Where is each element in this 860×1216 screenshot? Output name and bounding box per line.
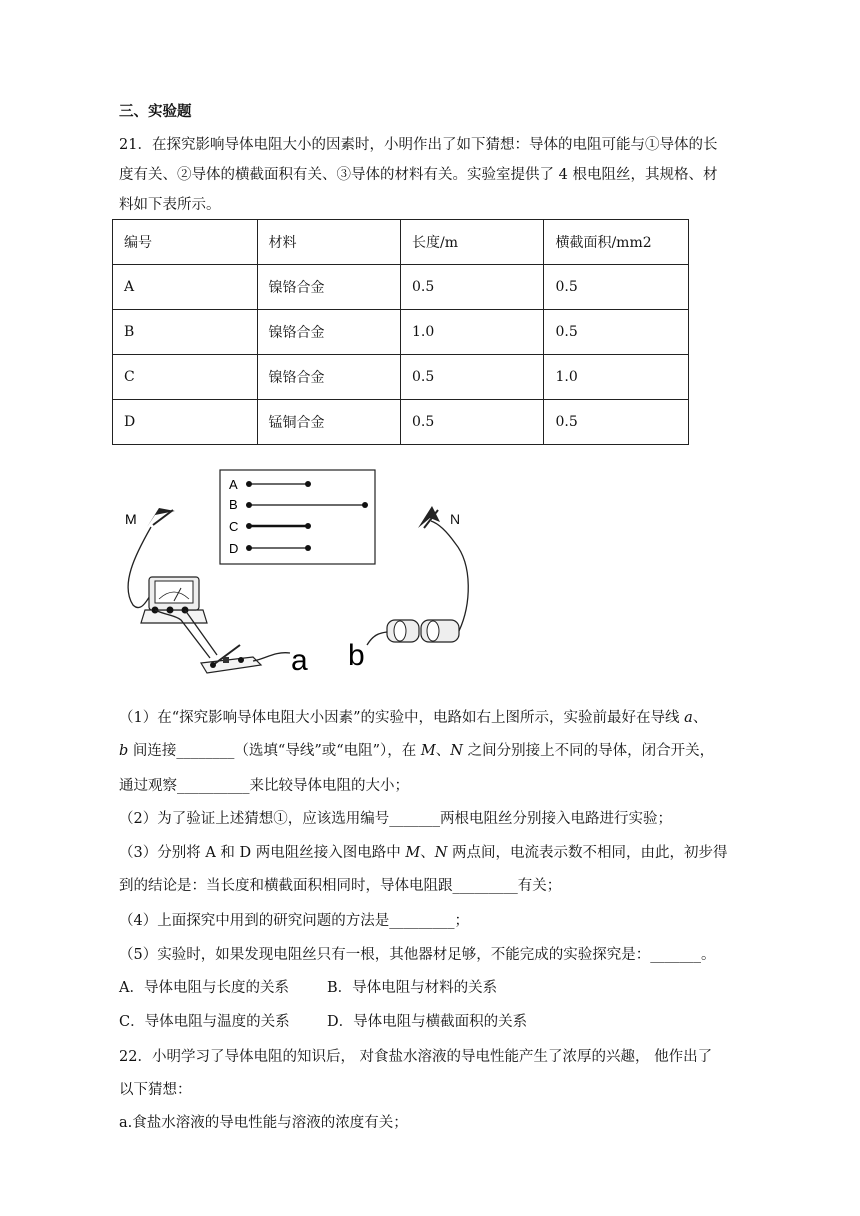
table-cell: 0.5 bbox=[400, 355, 543, 400]
q21-part1-line3: 通过观察__________来比较导体电阻的大小； bbox=[119, 778, 409, 794]
table-cell: 镍铬合金 bbox=[257, 265, 400, 310]
q21-part5: （5）实验时，如果发现电阻丝只有一根，其他器材足够，不能完成的实验探究是：_______。 bbox=[119, 947, 716, 963]
table-cell: 0.5 bbox=[544, 310, 689, 355]
text: 两点间，电流表示数不相同，由此，初步得 bbox=[447, 845, 728, 861]
switch-icon bbox=[201, 645, 261, 673]
wire-label-a: A bbox=[229, 477, 238, 492]
text: （1）在“探究影响导体电阻大小因素”的实验中，电路如右上图所示，实验前最好在导线 bbox=[119, 710, 685, 726]
table-row bbox=[113, 265, 689, 310]
q22-line-1: 22．小明学习了导体电阻的知识后， 对食盐水溶液的导电性能产生了浓厚的兴趣， 他作出了 bbox=[119, 1049, 713, 1065]
var-a: a bbox=[684, 710, 693, 726]
wire-label-d: D bbox=[229, 541, 239, 556]
wire-d bbox=[246, 545, 311, 551]
table-header-cell: 编号 bbox=[113, 220, 258, 265]
var-m: M bbox=[420, 743, 436, 759]
table-cell: 1.0 bbox=[544, 355, 689, 400]
table-cell: D bbox=[113, 400, 258, 445]
var-m: M bbox=[405, 845, 421, 861]
table-header-cell: 长度/m bbox=[400, 220, 543, 265]
table-cell: 1.0 bbox=[400, 310, 543, 355]
q21-part2: （2）为了验证上述猜想①，应该选用编号_______两根电阻丝分别接入电路进行实验； bbox=[119, 811, 672, 827]
wire-b bbox=[246, 502, 368, 508]
q21-part1-line1 bbox=[119, 706, 707, 727]
table-row bbox=[113, 310, 689, 355]
table-row bbox=[113, 355, 689, 400]
table-header-row bbox=[113, 220, 689, 265]
q21-part1-line2 bbox=[119, 739, 714, 760]
var-n: N bbox=[450, 743, 463, 759]
table-cell: 0.5 bbox=[544, 400, 689, 445]
q21-option-d: D．导体电阻与横截面积的关系 bbox=[327, 1014, 528, 1030]
text: 、 bbox=[420, 845, 435, 861]
wire-c bbox=[246, 523, 311, 529]
text: （3）分别将 A 和 D 两电阻丝接入图电路中 bbox=[119, 845, 406, 861]
table-cell: 0.5 bbox=[400, 265, 543, 310]
q21-option-c: C．导体电阻与温度的关系 bbox=[119, 1014, 290, 1030]
table-header-cell: 横截面积/mm2 bbox=[544, 220, 689, 265]
q21-intro-line-3: 料如下表所示。 bbox=[119, 197, 221, 213]
q22-line-2: 以下猜想： bbox=[119, 1082, 192, 1098]
table-cell: 0.5 bbox=[400, 400, 543, 445]
wire-b-end bbox=[367, 632, 387, 645]
wire-spec-table bbox=[112, 219, 689, 445]
q21-option-b: B．导体电阻与材料的关系 bbox=[327, 980, 498, 996]
text: 之间分别接上不同的导体，闭合开关， bbox=[462, 743, 715, 759]
text: 、 bbox=[435, 743, 451, 759]
q22-guess-a: a.食盐水溶液的导电性能与溶液的浓度有关； bbox=[119, 1115, 408, 1131]
battery-icon bbox=[387, 620, 459, 642]
wire-a bbox=[246, 481, 311, 487]
table-cell: A bbox=[113, 265, 258, 310]
section-title: 三、实验题 bbox=[119, 104, 192, 120]
clip-n-icon bbox=[410, 500, 470, 540]
table-cell: 镍铬合金 bbox=[257, 310, 400, 355]
wire-label-c: C bbox=[229, 519, 239, 534]
table-header-cell: 材料 bbox=[257, 220, 400, 265]
table-row bbox=[113, 400, 689, 445]
q21-option-a: A．导体电阻与长度的关系 bbox=[119, 980, 289, 996]
text: 、 bbox=[692, 710, 708, 726]
var-n: N bbox=[434, 845, 448, 861]
q21-part4: （4）上面探究中用到的研究问题的方法是_________； bbox=[119, 913, 469, 929]
table-cell: B bbox=[113, 310, 258, 355]
label-a: a bbox=[291, 644, 308, 677]
clip-m-icon bbox=[147, 508, 175, 527]
q21-part3-line2: 到的结论是：当长度和横截面积相同时，导体电阻跟_________有关； bbox=[119, 878, 562, 894]
label-m: M bbox=[125, 511, 137, 527]
text: 间连接________（选填“导线”或“电阻”），在 bbox=[128, 743, 421, 759]
label-n: N bbox=[450, 511, 461, 527]
wire-label-b: B bbox=[229, 497, 238, 512]
q21-intro-line-2: 度有关、②导体的横截面积有关、③导体的材料有关。实验室提供了 4 根电阻丝，其规格、材 bbox=[119, 167, 718, 183]
label-b: b bbox=[348, 639, 365, 672]
var-b: b bbox=[119, 743, 129, 759]
circuit-figure bbox=[115, 465, 475, 680]
q21-part3-line1 bbox=[119, 841, 728, 862]
table-cell: 0.5 bbox=[544, 265, 689, 310]
wire-a-end bbox=[253, 653, 290, 661]
table-cell: 镍铬合金 bbox=[257, 355, 400, 400]
table-cell: 锰铜合金 bbox=[257, 400, 400, 445]
table-cell: C bbox=[113, 355, 258, 400]
q21-intro-line-1: 21．在探究影响导体电阻大小的因素时，小明作出了如下猜想：导体的电阻可能与①导体的长 bbox=[119, 137, 718, 153]
